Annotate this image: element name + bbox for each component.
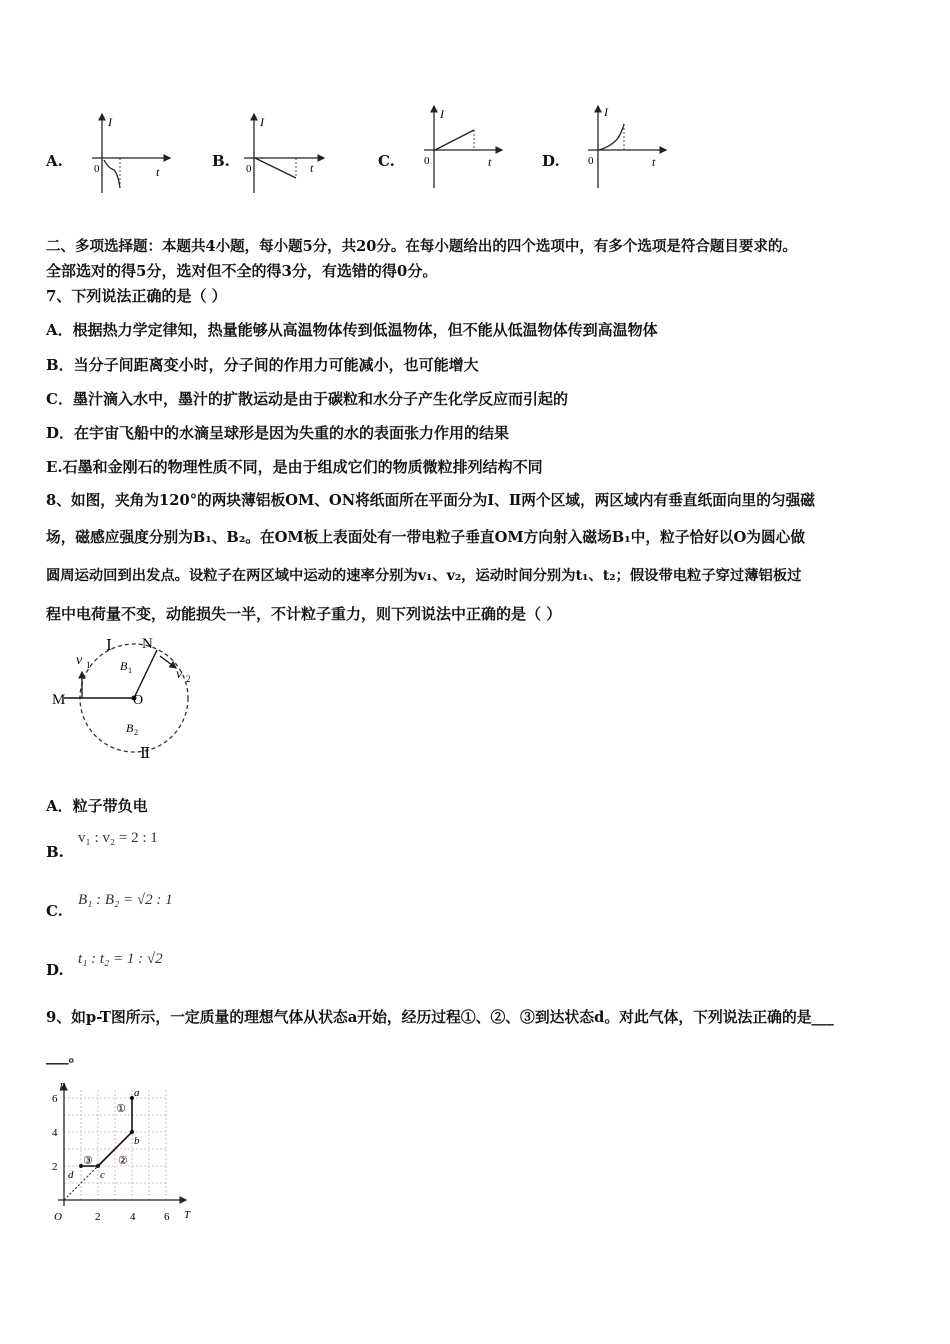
q9-label-process-2: ② (118, 1155, 128, 1167)
q8-label-n: N (142, 636, 153, 652)
q8-label-b2-sub: 2 (134, 728, 138, 737)
q9-stem-line2: ___。 (46, 1047, 84, 1065)
q9-y-tick-2: 2 (52, 1161, 58, 1173)
graph-a-x-label: t (156, 165, 160, 179)
graph-option-c-letter: C. (378, 152, 395, 170)
section2-heading-line2: 全部选对的得5分，选对但不全的得3分，有选错的得0分。 (46, 262, 438, 280)
graph-option-d (582, 100, 672, 192)
q9-figure (46, 1080, 206, 1230)
q8-stem-line2: 场，磁感应强度分别为B₁、B₂。在OM板上表面处有一带电粒子垂直OM方向射入磁场B₁中，粒子恰好以O为圆心做 (46, 529, 806, 546)
graph-a-y-label: I (108, 115, 112, 129)
q7-option-e: E.石墨和金刚石的物理性质不同，是由于组成它们的物质微粒排列结构不同 (46, 458, 543, 476)
graph-c-y-label: I (440, 107, 444, 121)
q8-label-v1: v (76, 653, 83, 668)
q8-label-v2-sub: 2 (186, 674, 191, 684)
q9-label-process-3: ③ (83, 1155, 93, 1167)
q9-origin: O (54, 1211, 62, 1223)
q9-y-label: p (60, 1080, 66, 1091)
q8-stem-line4: 程中电荷量不变，动能损失一半，不计粒子重力，则下列说法中正确的是（ ） (46, 605, 562, 623)
graph-option-a-letter: A. (46, 152, 63, 170)
q8-figure (46, 630, 216, 770)
q8-option-b-math: v₁ : v₂ = 2 : 1 (78, 830, 158, 846)
graph-c-origin: 0 (424, 155, 430, 167)
q8-option-c-letter: C. (46, 902, 63, 920)
q8-stem-line1: 8、如图，夹角为120°的两块薄铝板OM、ON将纸面所在平面分为Ⅰ、Ⅱ两个区域，两区域内有垂直纸面向里的匀强磁 (46, 492, 815, 509)
q8-option-d-math: t₁ : t₂ = 1 : √2 (78, 951, 163, 967)
q9-x-tick-2: 2 (95, 1211, 101, 1223)
graph-b-x-label: t (310, 161, 314, 175)
graph-b-y-label: I (260, 115, 264, 129)
q8-plate-on (134, 650, 157, 698)
q8-label-b2: B (126, 721, 134, 735)
graph-option-c (418, 100, 508, 192)
graph-a-origin: 0 (94, 163, 100, 175)
q9-label-d: d (68, 1169, 74, 1181)
graph-a-curve (104, 160, 120, 188)
q7-option-c: C．墨汁滴入水中，墨汁的扩散运动是由于碳粒和水分子产生化学反应而引起的 (46, 390, 568, 408)
q8-option-b-letter: B. (46, 843, 64, 861)
q9-x-tick-6: 6 (164, 1211, 170, 1223)
q9-point-c (96, 1164, 100, 1168)
section2-heading-line1: 二、多项选择题：本题共4小题，每小题5分，共20分。在每小题给出的四个选项中，有多个选项是符合题目要求的。 (46, 238, 797, 255)
graph-d-curve (599, 124, 624, 150)
q8-stem-line3: 圆周运动回到出发点。设粒子在两区域中运动的速率分别为v₁、v₂，运动时间分别为t₁、t₂；假设带电粒子穿过薄铝板过 (46, 568, 802, 584)
q9-label-process-1: ① (116, 1103, 126, 1115)
graph-option-b-letter: B. (212, 152, 230, 170)
graph-c-x-label: t (488, 155, 492, 169)
graph-d-origin: 0 (588, 155, 594, 167)
graph-b-line (255, 158, 296, 178)
q9-label-a: a (134, 1087, 140, 1099)
graph-option-b (238, 108, 328, 198)
q8-label-b1: B (120, 659, 128, 673)
q8-option-a: A．粒子带负电 (46, 797, 148, 815)
graph-option-a (86, 108, 176, 198)
q8-option-c-math: B₁ : B₂ = √2 : 1 (78, 892, 173, 908)
q8-label-m: M (52, 692, 66, 708)
q9-label-b: b (134, 1135, 140, 1147)
q9-x-tick-4: 4 (130, 1211, 136, 1223)
q8-option-d-letter: D. (46, 961, 64, 979)
q8-label-b1-sub: 1 (128, 666, 132, 675)
q9-stem-line1: 9、如p-T图所示，一定质量的理想气体从状态a开始，经历过程①、②、③到达状态d。对此气体，下列说法正确的是___ (46, 1009, 834, 1026)
q9-y-tick-6: 6 (52, 1093, 58, 1105)
q9-y-tick-4: 4 (52, 1127, 58, 1139)
q8-v2-arrow (160, 656, 176, 668)
q8-label-region-1: Ⅰ (106, 638, 112, 654)
graph-c-line (435, 130, 474, 150)
q7-option-b: B．当分子间距离变小时，分子间的作用力可能减小，也可能增大 (46, 356, 479, 374)
q7-stem: 7、下列说法正确的是（ ） (46, 287, 227, 305)
q7-option-d: D．在宇宙飞船中的水滴呈球形是因为失重的水的表面张力作用的结果 (46, 424, 510, 442)
graph-b-origin: 0 (246, 163, 252, 175)
q9-point-b (130, 1130, 134, 1134)
q9-label-c: c (100, 1169, 105, 1181)
q8-label-region-2: Ⅱ (140, 746, 151, 762)
q8-label-v1-sub: 1 (86, 660, 91, 670)
q8-label-v2: v (176, 667, 183, 682)
q8-label-o: O (133, 693, 144, 708)
graph-option-d-letter: D. (542, 152, 560, 170)
graph-d-x-label: t (652, 155, 656, 169)
q9-x-label: T (184, 1209, 191, 1221)
graph-d-y-label: I (604, 105, 608, 119)
q7-option-a: A．根据热力学定律知，热量能够从高温物体传到低温物体，但不能从低温物体传到高温物体 (46, 321, 658, 339)
